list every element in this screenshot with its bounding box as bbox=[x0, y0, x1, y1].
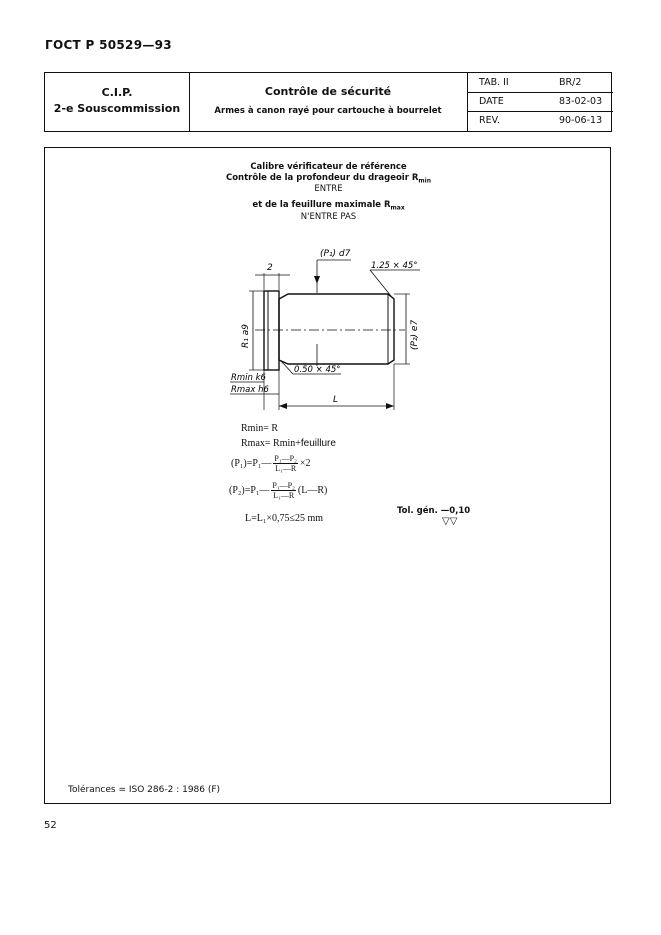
formula-p1-left: (P₁)=P₁— bbox=[231, 457, 272, 469]
label-chamfer-top: 1.25 × 45° bbox=[371, 261, 418, 271]
caption-line-2-sub: min bbox=[418, 177, 432, 185]
label-L: L bbox=[333, 395, 339, 405]
meta-label: REV. bbox=[479, 115, 500, 126]
formula-p2-den: L₁—R bbox=[273, 491, 295, 500]
l-arrow-left bbox=[279, 403, 287, 409]
meta-label: DATE bbox=[479, 96, 504, 107]
caption-line-1: Calibre vérificateur de référence bbox=[250, 162, 407, 172]
label-rmin: Rmin k6 bbox=[231, 373, 266, 383]
header-org-cell bbox=[45, 73, 190, 131]
caption-line-2-text: Contrôle de la profondeur du drageoir R bbox=[225, 173, 419, 183]
label-dim-2: 2 bbox=[267, 263, 273, 273]
l-arrow-right bbox=[386, 403, 394, 409]
label-p2e7: (P₂) e7 bbox=[410, 319, 420, 350]
tolerance-general bbox=[397, 506, 470, 516]
surface-finish-icon: ▽▽ bbox=[442, 516, 458, 527]
label-r1a9: R₁ a9 bbox=[241, 324, 251, 348]
content-frame bbox=[44, 147, 611, 804]
formula-length: L=L₁×0,75≤25 mm bbox=[245, 513, 324, 524]
caption-entre: ENTRE bbox=[314, 184, 343, 194]
gauge-body bbox=[279, 294, 394, 364]
caption-line-4-sub: max bbox=[390, 204, 405, 212]
formula-rmax-b: feuillure bbox=[300, 438, 336, 449]
gauge-flange bbox=[264, 291, 279, 370]
formula-rmax bbox=[241, 438, 336, 449]
formula-p2-num: P₁—P₂ bbox=[272, 481, 295, 490]
meta-row-date bbox=[467, 92, 613, 112]
formula-p2-right: (L—R) bbox=[297, 484, 328, 496]
header-table bbox=[44, 72, 612, 132]
meta-row-tab bbox=[467, 73, 613, 93]
meta-row-rev bbox=[467, 111, 613, 130]
formula-p1-frac bbox=[273, 454, 297, 473]
caption-line-4-text: et de la feuillure maximale R bbox=[252, 200, 391, 210]
meta-value: 90-06-13 bbox=[559, 115, 603, 126]
caption-nentre-pas: N'ENTRE PAS bbox=[300, 212, 357, 222]
formula-p2-left: (P₂)=P₁— bbox=[229, 484, 270, 496]
chamfer-top-leader bbox=[370, 270, 391, 296]
org-name: C.I.P. bbox=[101, 86, 133, 99]
formula-p1-den: L₁—R bbox=[275, 464, 297, 473]
tolerances-footnote: Tolérances = ISO 286-2 : 1986 (F) bbox=[68, 785, 221, 795]
label-p1d7: (P₁) d7 bbox=[320, 249, 351, 259]
header-title-cell bbox=[189, 73, 468, 131]
standard-code: ГОСТ Р 50529—93 bbox=[45, 38, 172, 52]
formula-p2-frac bbox=[271, 481, 295, 500]
tol-gen-value: —0,10 bbox=[440, 506, 471, 516]
page-number: 52 bbox=[44, 820, 57, 831]
doc-subtitle: Armes à canon rayé pour cartouche à bourrelet bbox=[214, 106, 442, 116]
meta-value: BR/2 bbox=[559, 77, 582, 88]
doc-title: Contrôle de sécurité bbox=[264, 85, 392, 98]
formula-rmax-a: Rmax= Rmin+ bbox=[241, 438, 301, 449]
subcommission: 2-e Souscommission bbox=[53, 102, 181, 115]
tol-gen-label: Tol. gén. bbox=[397, 506, 438, 516]
formula-p1-right: ×2 bbox=[299, 457, 311, 469]
meta-value: 83-02-03 bbox=[559, 96, 603, 107]
formula-p2 bbox=[229, 481, 327, 500]
formula-rmin: Rmin= R bbox=[241, 423, 279, 434]
header-meta-cell bbox=[467, 73, 613, 131]
gauge-drawing bbox=[45, 148, 610, 803]
label-chamfer-bottom: 0.50 × 45° bbox=[294, 365, 341, 375]
label-rmax: Rmax h6 bbox=[231, 385, 269, 395]
formula-p1-num: P₁—P₂ bbox=[274, 454, 297, 463]
meta-label: TAB. II bbox=[479, 77, 509, 88]
p1-arrow bbox=[314, 276, 320, 284]
formula-p1 bbox=[231, 454, 311, 473]
